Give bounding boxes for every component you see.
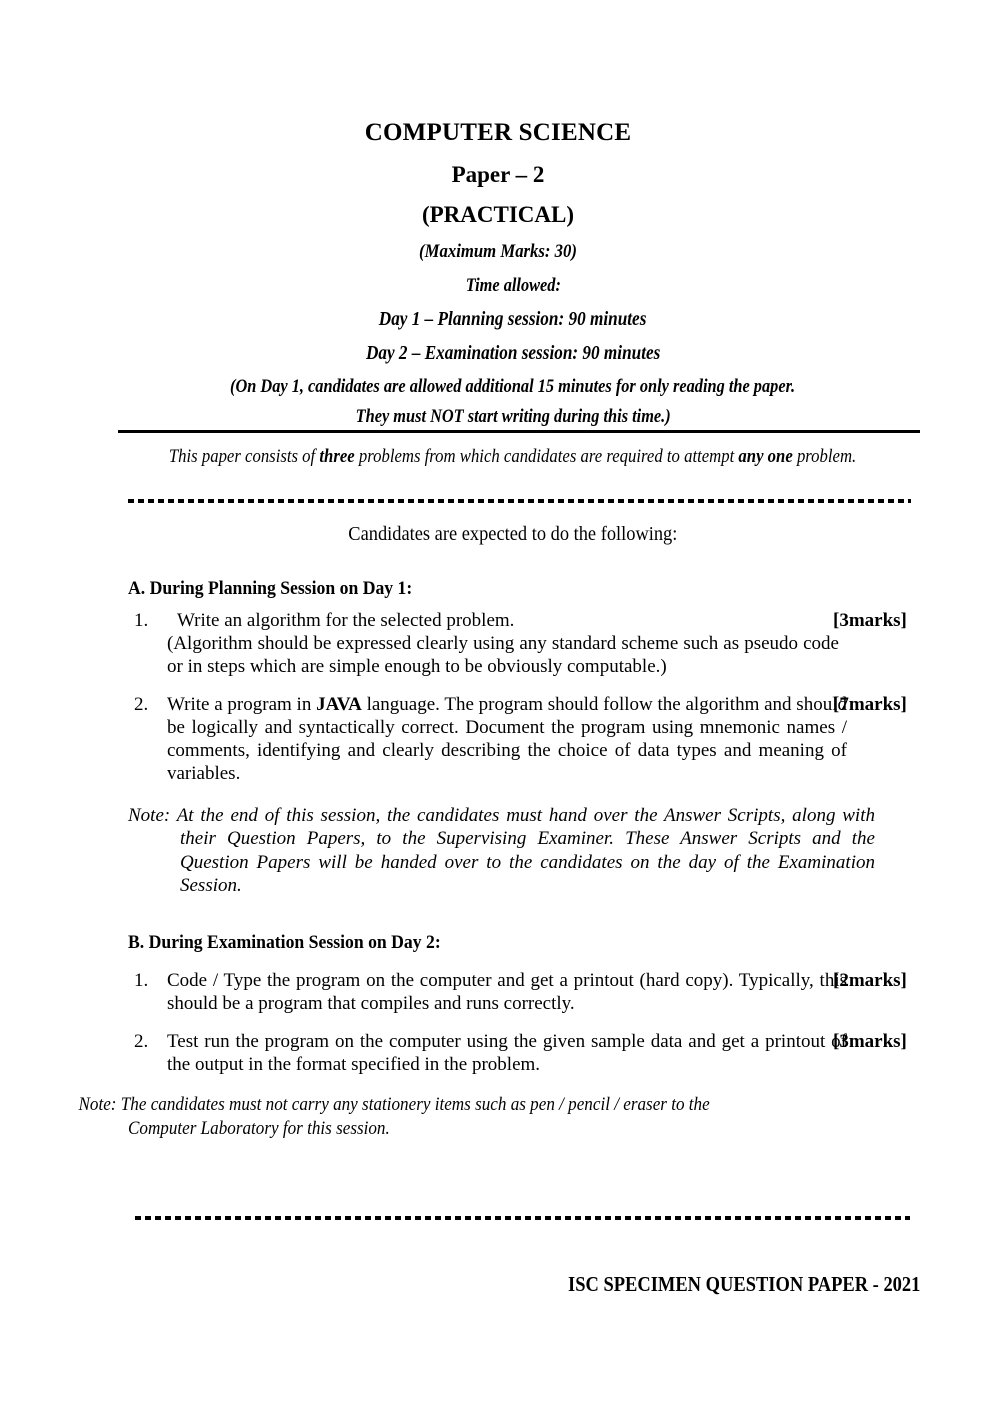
problems-statement-bold-three: three <box>319 446 356 467</box>
problems-statement-part3: problem. <box>793 446 857 467</box>
section-heading-b-text: B. During Examination Session on Day 2: <box>128 932 441 953</box>
note-examination-session <box>78 1093 888 1141</box>
marks-badge: [3marks] <box>833 1031 907 1052</box>
item-body <box>167 970 847 1016</box>
list-item <box>128 694 918 786</box>
day1-duration <box>118 309 908 329</box>
note-body: The candidates must not carry any stationery items such as pen / pencil / eraser to the Computer Laboratory for this session. <box>120 1094 710 1139</box>
item-text <box>167 694 847 786</box>
marks-badge: [3marks] <box>833 610 907 631</box>
horizontal-rule-dashed-top <box>128 499 911 503</box>
item-number: 2. <box>134 1031 149 1052</box>
reading-time-note-line1 <box>118 377 908 396</box>
footer-text: ISC SPECIMEN QUESTION PAPER - 2021 <box>567 1272 920 1296</box>
item-text: Code / Type the program on the computer and get a printout (hard copy). Typically, this should be a program that compiles and runs correctly. <box>167 970 847 1014</box>
time-allowed-label <box>118 276 908 295</box>
title-block <box>118 118 878 264</box>
reading-time-note-line2-text: They must NOT start writing during this time.) <box>355 406 671 427</box>
paper-type: (PRACTICAL) <box>421 201 575 227</box>
problems-statement-part1: This paper consists of <box>169 446 320 467</box>
day1-duration-text: Day 1 – Planning session: 90 minutes <box>379 308 647 330</box>
horizontal-rule-dashed-bottom <box>135 1216 910 1220</box>
candidates-instruction <box>118 523 908 546</box>
item-body <box>167 694 847 786</box>
marks-badge: [2marks] <box>833 970 907 991</box>
section-heading-b <box>128 932 464 954</box>
note-planning-session <box>128 804 888 897</box>
item-body <box>167 610 839 679</box>
maximum-marks: (Maximum Marks: 30) <box>419 240 577 262</box>
list-item <box>128 1031 918 1077</box>
day2-duration <box>118 343 908 363</box>
item-lead-text: Write an algorithm for the selected problem. <box>177 610 515 631</box>
item-number: 2. <box>134 694 149 715</box>
section-heading-a-text: A. During Planning Session on Day 1: <box>128 578 413 599</box>
section-heading-a <box>128 578 434 600</box>
reading-time-note-line2 <box>118 407 908 426</box>
reading-time-note-line1-text: (On Day 1, candidates are allowed additional 15 minutes for only reading the paper. <box>230 376 796 397</box>
item-text-before-bold: Write a program in <box>167 694 317 715</box>
note-text <box>128 804 875 897</box>
note-label: Note: <box>128 805 171 826</box>
time-allowed-label-text: Time allowed: <box>465 275 561 296</box>
item-text-after-bold: language. The program should follow the algorithm and should be logically and syntactically correct. Document the program using mnemonic names / comments, identifying and clearly describing the choice of data types and meaning of variables. <box>167 694 847 784</box>
footer <box>118 1272 920 1297</box>
item-text: Test run the program on the computer using the given sample data and get a printout of the output in the format specified in the problem. <box>167 1031 847 1075</box>
problems-statement <box>118 445 908 469</box>
note-label: Note: <box>78 1094 117 1115</box>
item-body <box>167 1031 847 1077</box>
day2-duration-text: Day 2 – Examination session: 90 minutes <box>365 342 661 364</box>
note-inner <box>78 1093 758 1141</box>
time-allowed-block <box>118 276 908 426</box>
note-body: At the end of this session, the candidates must hand over the Answer Scripts, along with their Question Papers, to the Supervising Examiner. These Answer Scripts and the Question Papers will be handed over to the candidates on the day of the Examination Session. <box>176 805 875 897</box>
problems-statement-inner <box>169 445 856 469</box>
item-continuation-text: (Algorithm should be expressed clearly using any standard scheme such as pseudo code or in steps which are simple enough to be obviously computable.) <box>167 632 839 677</box>
paper-number: Paper – 2 <box>451 161 545 187</box>
item-number: 1. <box>134 610 149 631</box>
candidates-instruction-text: Candidates are expected to do the following: <box>348 523 678 545</box>
problems-statement-part2: problems from which candidates are required to attempt <box>355 446 739 467</box>
item-number: 1. <box>134 970 149 991</box>
list-item <box>128 610 918 679</box>
page-title: COMPUTER SCIENCE <box>364 119 632 146</box>
item-bold-java: JAVA <box>316 694 362 715</box>
horizontal-rule-solid <box>118 430 920 433</box>
list-item <box>128 970 918 1016</box>
note-text <box>78 1093 883 1141</box>
problems-statement-bold-anyone: any one <box>738 446 794 467</box>
marks-badge: [7marks] <box>833 694 907 715</box>
